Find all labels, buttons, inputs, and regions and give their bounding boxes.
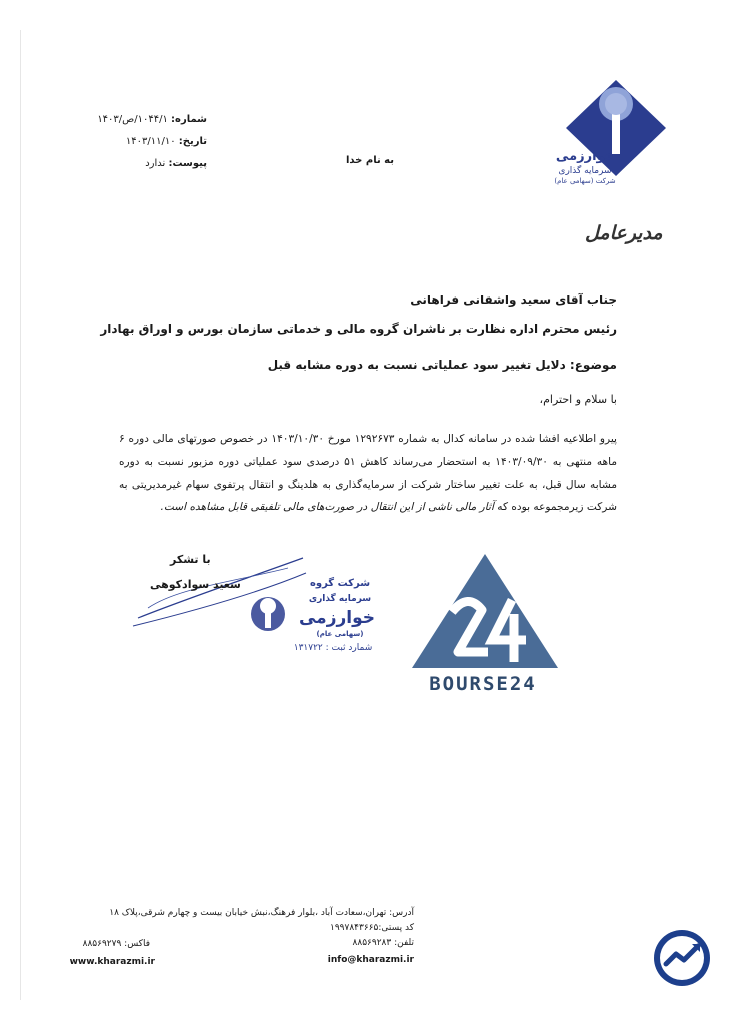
- basmala: به نام خدا: [345, 155, 395, 166]
- recipient-title: رئیس محترم اداره نظارت بر ناشران گروه مالی و خدماتی سازمان بورس و اوراق بهادار: [100, 322, 617, 336]
- footer-phone: تلفن: ۸۸۵۶۹۲۸۳: [352, 938, 414, 948]
- number-value: ۱۰۴۴/۱/ص/۱۴۰۳: [97, 114, 168, 125]
- logo-subtitle: سرمایه گذاری: [558, 166, 612, 176]
- subject-line: موضوع: دلایل تغییر سود عملیاتی نسبت به دوره مشابه قبل: [267, 358, 617, 372]
- footer-website[interactable]: www.kharazmi.ir: [69, 957, 155, 967]
- letter-date: [126, 136, 207, 147]
- signer-name: سعید سوادکوهی: [150, 578, 241, 591]
- date-label: تاریخ:: [178, 136, 207, 147]
- number-label: شماره:: [171, 114, 207, 125]
- greeting: با سلام و احترام،: [539, 393, 617, 406]
- stamp-line2: سرمایه گذاری: [308, 594, 372, 604]
- letter-body: [119, 428, 617, 519]
- bourse24-wordmark: BOURSE24: [429, 673, 537, 695]
- chart-badge-icon: [652, 928, 712, 988]
- footer-fax: فاکس: ۸۸۵۶۹۲۷۹: [82, 939, 150, 949]
- body-main: پیرو اطلاعیه افشا شده در سامانه کدال به شماره ۱۲۹۲۶۷۳ مورخ ۱۴۰۳/۱۰/۳۰ در خصوص صورتهای مالی دوره ۶ ماهه منتهی به ۱۴۰۳/۰۹/۳۰ به استحضار می‌رساند کاهش ۵۱ درصدی سود عملیاتی دوره مزبور نسبت به دوره مشابه سال قبل، به علت تغییر ساختار شرکت از سرمایه‌گذاری به هلدینگ و انتقال پرتفوی سهام غیرمدیریتی به شرکت زیرمجموعه بوده که: [119, 433, 618, 514]
- footer-address: آدرس: تهران،سعادت آباد ،بلوار فرهنگ،نبش خیابان بیست و چهارم شرقی،پلاک ۱۸: [109, 908, 414, 918]
- page-edge: [20, 30, 21, 1000]
- footer-email[interactable]: info@kharazmi.ir: [327, 955, 414, 965]
- body-italic: آثار مالی ناشی از این انتقال در صورت‌های مالی تلفیقی قابل مشاهده است.: [160, 501, 494, 514]
- recipient-name: جناب آقای سعید واشقانی فراهانی: [410, 293, 617, 307]
- closing-thanks: با تشکر: [170, 553, 211, 566]
- bourse24-logo-icon: [410, 552, 560, 670]
- footer-postal-code: کد پستی:۱۹۹۷۸۴۳۶۶۵: [330, 923, 414, 933]
- stamp-line1: شرکت گروه: [309, 578, 371, 589]
- attachment-label: پیوست:: [168, 158, 207, 169]
- letter-attachment: [145, 158, 207, 169]
- stamp-registration: شمارد ثبت : ۱۳۱۷۲۲: [293, 643, 373, 653]
- logo-company: شرکت (سهامی عام): [554, 177, 616, 185]
- signature-title: مدیرعامل: [585, 222, 663, 244]
- date-value: ۱۴۰۳/۱۱/۱۰: [125, 136, 176, 147]
- stamp-line4: (سهامی عام): [316, 630, 364, 638]
- attachment-value: ندارد: [145, 158, 166, 169]
- stamp-line3: خوارزمی: [298, 608, 376, 628]
- letter-number: [97, 114, 207, 125]
- logo-name: خوارزمی: [555, 149, 615, 164]
